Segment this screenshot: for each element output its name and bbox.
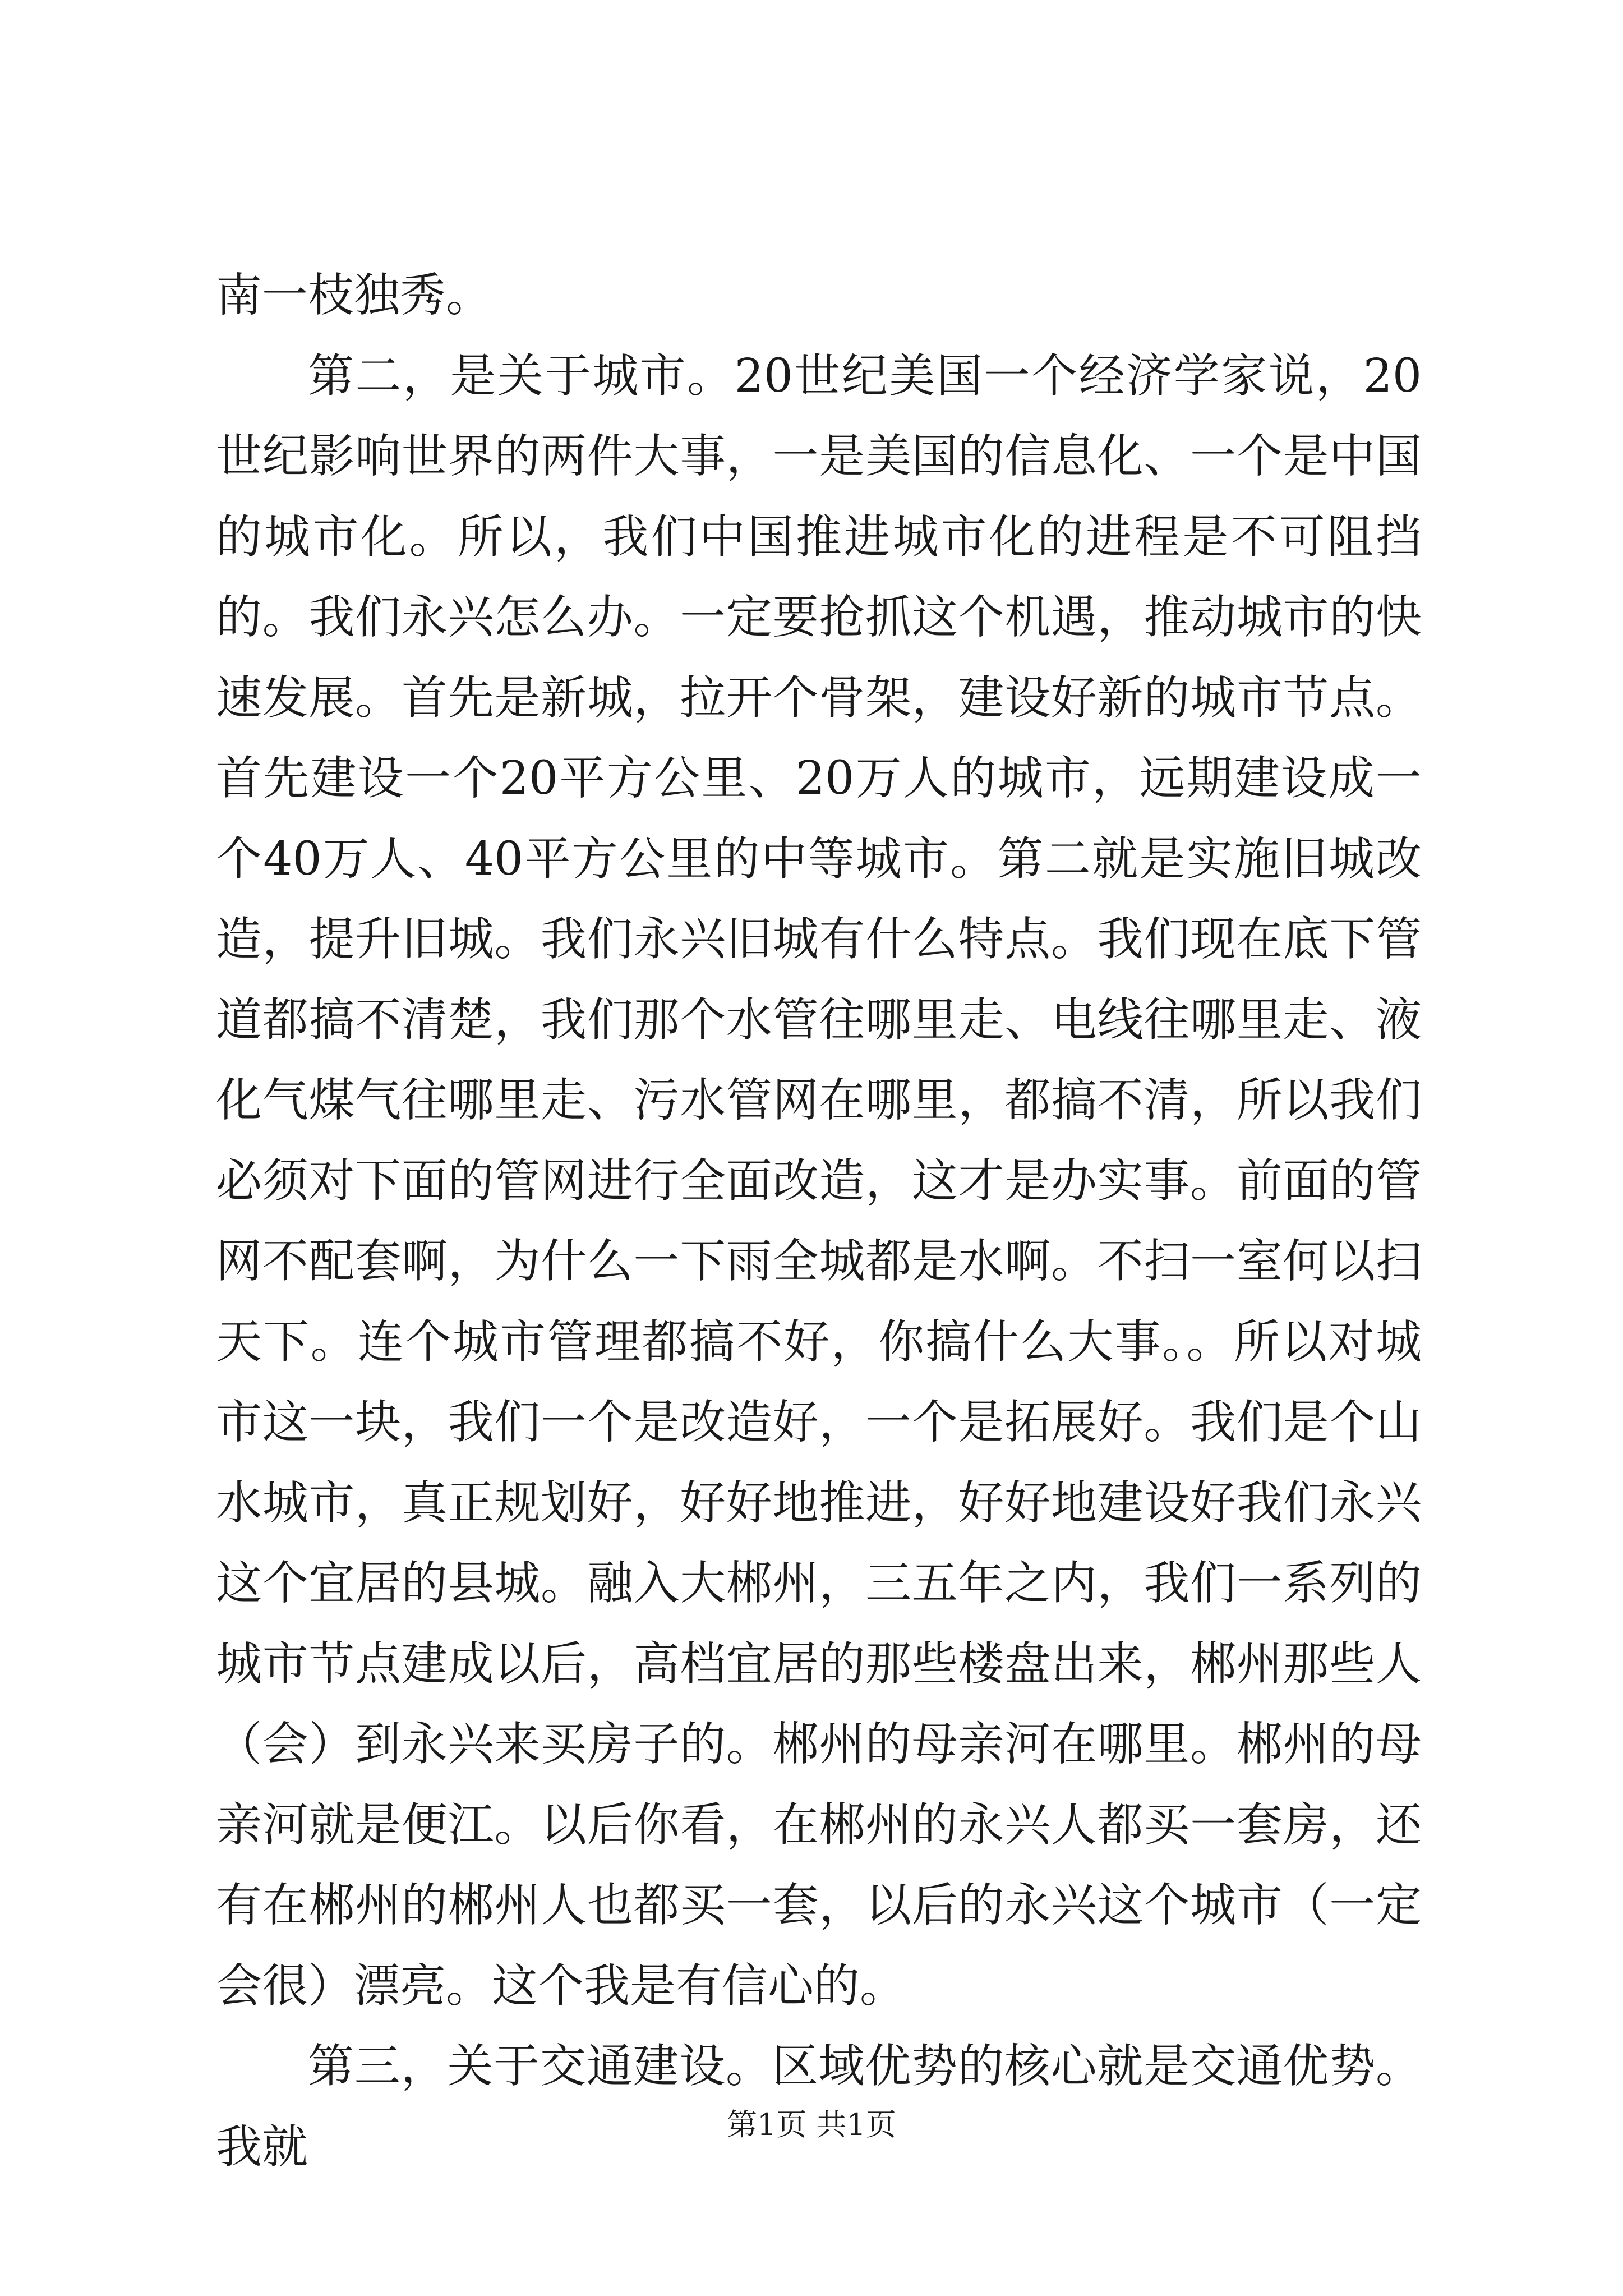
paragraph-2: 第二，是关于城市。20世纪美国一个经济学家说，20世纪影响世界的两件大事，一是美国的信息化、一个是中国的城市化。所以，我们中国推进城市化的进程是不可阻挡的。我们永兴怎么办。一定要抢抓这个机遇，推动城市的快速发展。首先是新城，拉开个骨架，建设好新的城市节点。首先建设一个20平方公里、20万人的城市，远期建设成一个40万人、40平方公里的中等城市。第二就是实施旧城改造，提升旧城。我们永兴旧城有什么特点。我们现在底下管道都搞不清楚，我们那个水管往哪里走、电线往哪里走、液化气煤气往哪里走、污水管网在哪里，都搞不清，所以我们必须对下面的管网进行全面改造，这才是办实事。前面的管网不配套啊，为什么一下雨全城都是水啊。不扫一室何以扫天下。连个城市管理都搞不好，你搞什么大事。。所以对城市这一块，我们一个是改造好，一个是拓展好。我们是个山水城市，真正规划好，好好地推进，好好地建设好我们永兴这个宜居的县城。融入大郴州，三五年之内，我们一系列的城市节点建成以后，高档宜居的那些楼盘出来，郴州那些人（会）到永兴来买房子的。郴州的母亲河在哪里。郴州的母亲河就是便江。以后你看，在郴州的永兴人都买一套房，还有在郴州的郴州人也都买一套，以后的永兴这个城市（一定会很）漂亮。这个我是有信心的。	[216, 349, 1422, 2013]
document-body	[216, 255, 1422, 2187]
paragraph-3: 第三，关于交通建设。区域优势的核心就是交通优势。我就	[216, 2040, 1422, 2174]
page-footer: 第1页 共1页	[727, 2107, 896, 2142]
paragraph-1: 南一枝独秀。	[216, 269, 492, 322]
